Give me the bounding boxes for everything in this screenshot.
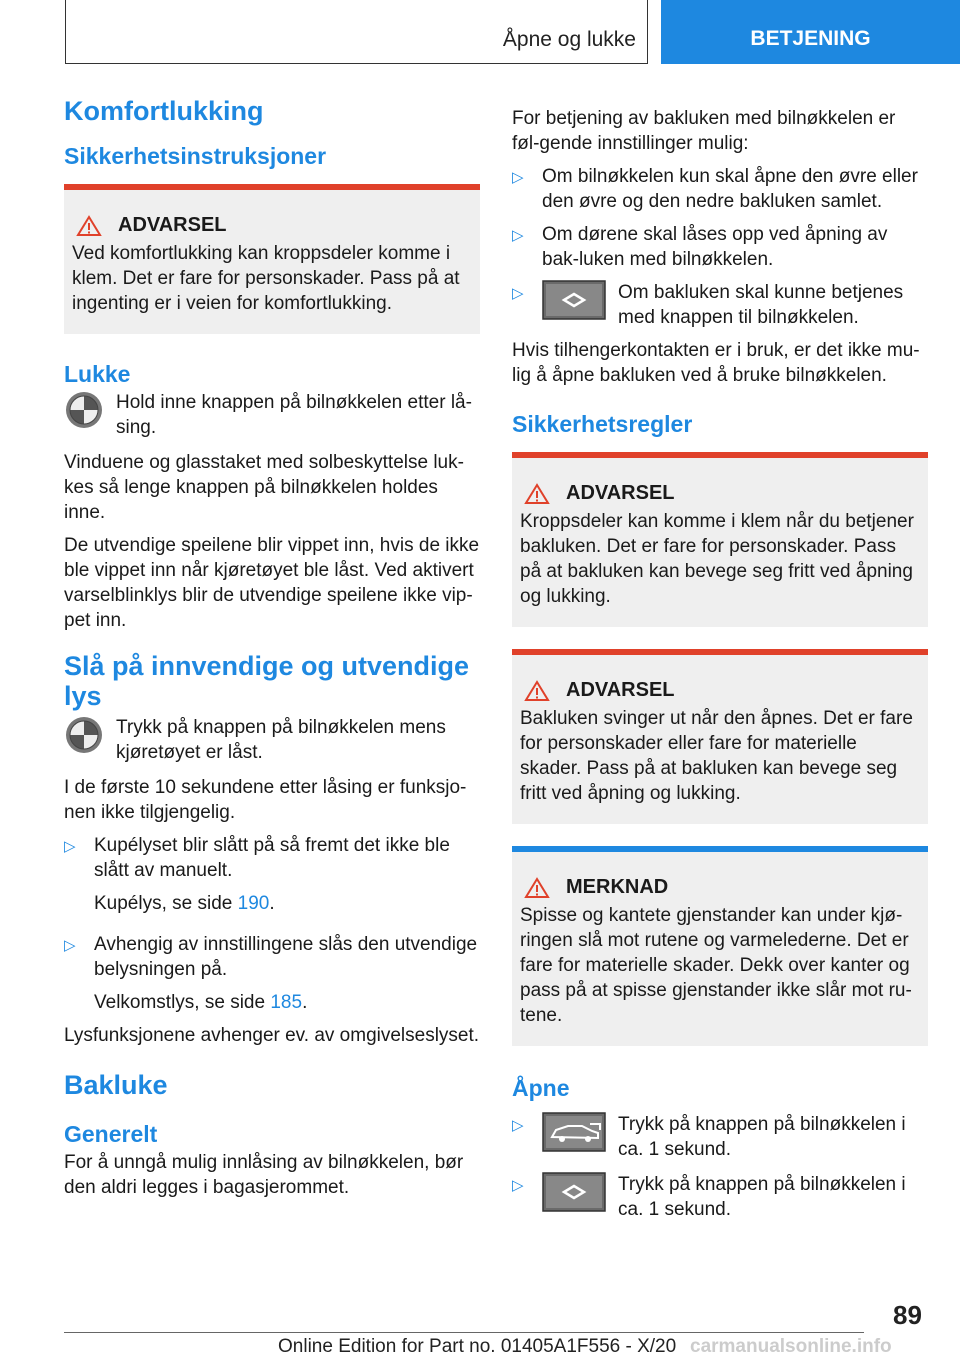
reference-label: Kupélys, se side	[94, 893, 233, 914]
note-box	[512, 846, 928, 1046]
list-item-text: Om dørene skal låses opp ved åpning av bak-luken med bilnøkkelen.	[542, 224, 888, 270]
warning-triangle-icon	[524, 877, 550, 899]
page-link[interactable]: 185	[270, 992, 303, 1013]
heading-generelt: Generelt	[64, 1121, 158, 1147]
section-title: Åpne og lukke	[502, 28, 636, 51]
list-item	[64, 833, 480, 924]
list-item	[512, 1112, 928, 1162]
page-number: 89	[893, 1300, 922, 1330]
chapter-tab[interactable]: BETJENING	[661, 0, 960, 64]
bullet-triangle-icon: ▷	[512, 1177, 524, 1194]
bullet-triangle-icon: ▷	[512, 1117, 524, 1134]
list-item	[512, 1172, 928, 1222]
bullet-triangle-icon: ▷	[64, 838, 76, 855]
warning-text: Ved komfortlukking kan kroppsdeler komme i klem. Det er fare for personskader. Pass på at ingenting er i veien for komfortlukking.	[72, 243, 460, 314]
list-item	[512, 280, 928, 330]
heading-komfortlukking: Komfortlukking	[64, 96, 264, 126]
heading-bakluke: Bakluke	[64, 1070, 168, 1100]
paragraph-tilhenger: Hvis tilhengerkontakten er i bruk, er det ikke mu-lig å åpne bakluken ved å bruke bilnøkkelen.	[512, 340, 920, 386]
paragraph-lysfunksjoner: Lysfunksjonene avhenger ev. av omgivelseslyset.	[64, 1025, 480, 1046]
lys-instruction	[64, 715, 480, 765]
heading-apne: Åpne	[512, 1075, 570, 1101]
warning-text: Kroppsdeler kan komme i klem når du betjener bakluken. Det er fare for personskader. Pass på at bakluken kan bevege seg fritt ved åpning og lukking.	[520, 511, 914, 607]
bullet-triangle-icon: ▷	[512, 285, 524, 302]
bullet-triangle-icon: ▷	[512, 227, 524, 244]
cross-reference: Kupélys, se side 190.	[94, 893, 275, 914]
warning-box	[512, 649, 928, 824]
warning-box	[64, 184, 480, 334]
heading-lukke: Lukke	[64, 361, 131, 387]
warning-label: ADVARSEL	[566, 679, 675, 701]
warning-box	[512, 452, 928, 627]
left-column	[64, 96, 480, 1208]
right-column	[512, 106, 928, 1230]
edition-text: Online Edition for Part no. 01405A1F556 - X/20	[278, 1336, 677, 1357]
list-item-text: Trykk på knappen på bilnøkkelen i ca. 1 sekund.	[618, 1174, 906, 1220]
note-label: MERKNAD	[566, 876, 669, 898]
heading-lys: Slå på innvendige og utvendige lys	[64, 651, 470, 711]
car-button-icon	[542, 1112, 606, 1152]
reference-label: Velkomstlys, se side	[94, 992, 266, 1013]
key-fob-lock-icon	[64, 715, 104, 755]
key-fob-lock-icon	[64, 390, 104, 430]
warning-triangle-icon	[524, 680, 550, 702]
paragraph-forste: I de første 10 sekundene etter låsing er funksjo-nen ikke tilgjengelig.	[64, 777, 467, 823]
list-item-text: Avhengig av innstillingene slås den utvendige belysningen på.	[94, 934, 478, 980]
bullet-triangle-icon: ▷	[64, 937, 76, 954]
cross-reference: Velkomstlys, se side 185.	[94, 992, 308, 1013]
lukke-instruction	[64, 390, 480, 440]
list-item	[64, 932, 480, 1015]
warning-triangle-icon	[524, 483, 550, 505]
page-link[interactable]: 190	[237, 893, 270, 914]
list-item	[512, 164, 928, 214]
paragraph-speil: De utvendige speilene blir vippet inn, hvis de ikke ble vippet inn når kjøretøyet ble låst. Ved aktivert varselblinklys blir de utvendige speilene ikke vip-pet inn.	[64, 535, 480, 631]
list-item	[512, 222, 928, 272]
warning-text: Bakluken svinger ut når den åpnes. Det er fare for personskader eller fare for materielle skader. Pass på at bakluken kan bevege seg fritt ved åpning og lukking.	[520, 708, 913, 804]
list-item-text: Trykk på knappen på bilnøkkelen i ca. 1 sekund.	[618, 1114, 906, 1160]
list-item-text: Om bilnøkkelen kun skal åpne den øvre eller den øvre og den nedre bakluken samlet.	[542, 166, 918, 212]
footer-divider	[64, 1332, 864, 1333]
list-item-text: Kupélyset blir slått på så fremt det ikke ble slått av manuelt.	[94, 835, 450, 881]
tailgate-button-icon	[542, 1172, 606, 1212]
list-item-text: Om bakluken skal kunne betjenes med knappen til bilnøkkelen.	[618, 282, 904, 328]
bullet-triangle-icon: ▷	[512, 169, 524, 186]
paragraph-vinduene: Vinduene og glasstaket med solbeskyttelse luk-kes så lenge knappen på bilnøkkelen holdes inne.	[64, 452, 464, 523]
note-text: Spisse og kantete gjenstander kan under kjø-ringen slå mot rutene og varmelederne. Det er fare for materielle skader. Dekk over kanter og pass på at spisse gjenstander ikke slår mot ru-tene.	[520, 905, 912, 1026]
paragraph-generelt: For å unngå mulig innlåsing av bilnøkkelen, bør den aldri legges i bagasjerommet.	[64, 1152, 464, 1198]
heading-sikkerhetsinstruksjoner: Sikkerhetsinstruksjoner	[64, 143, 327, 169]
watermark: carmanualsonline.info	[690, 1336, 892, 1357]
lys-text: Trykk på knappen på bilnøkkelen mens kjøretøyet er låst.	[116, 717, 446, 763]
heading-sikkerhetsregler: Sikkerhetsregler	[512, 411, 693, 437]
paragraph-intro: For betjening av bakluken med bilnøkkelen er føl-gende innstillinger mulig:	[512, 108, 896, 154]
tailgate-button-icon	[542, 280, 606, 320]
warning-triangle-icon	[76, 215, 102, 237]
warning-label: ADVARSEL	[118, 214, 227, 236]
warning-label: ADVARSEL	[566, 482, 675, 504]
lukke-text: Hold inne knappen på bilnøkkelen etter lå-sing.	[116, 392, 472, 438]
